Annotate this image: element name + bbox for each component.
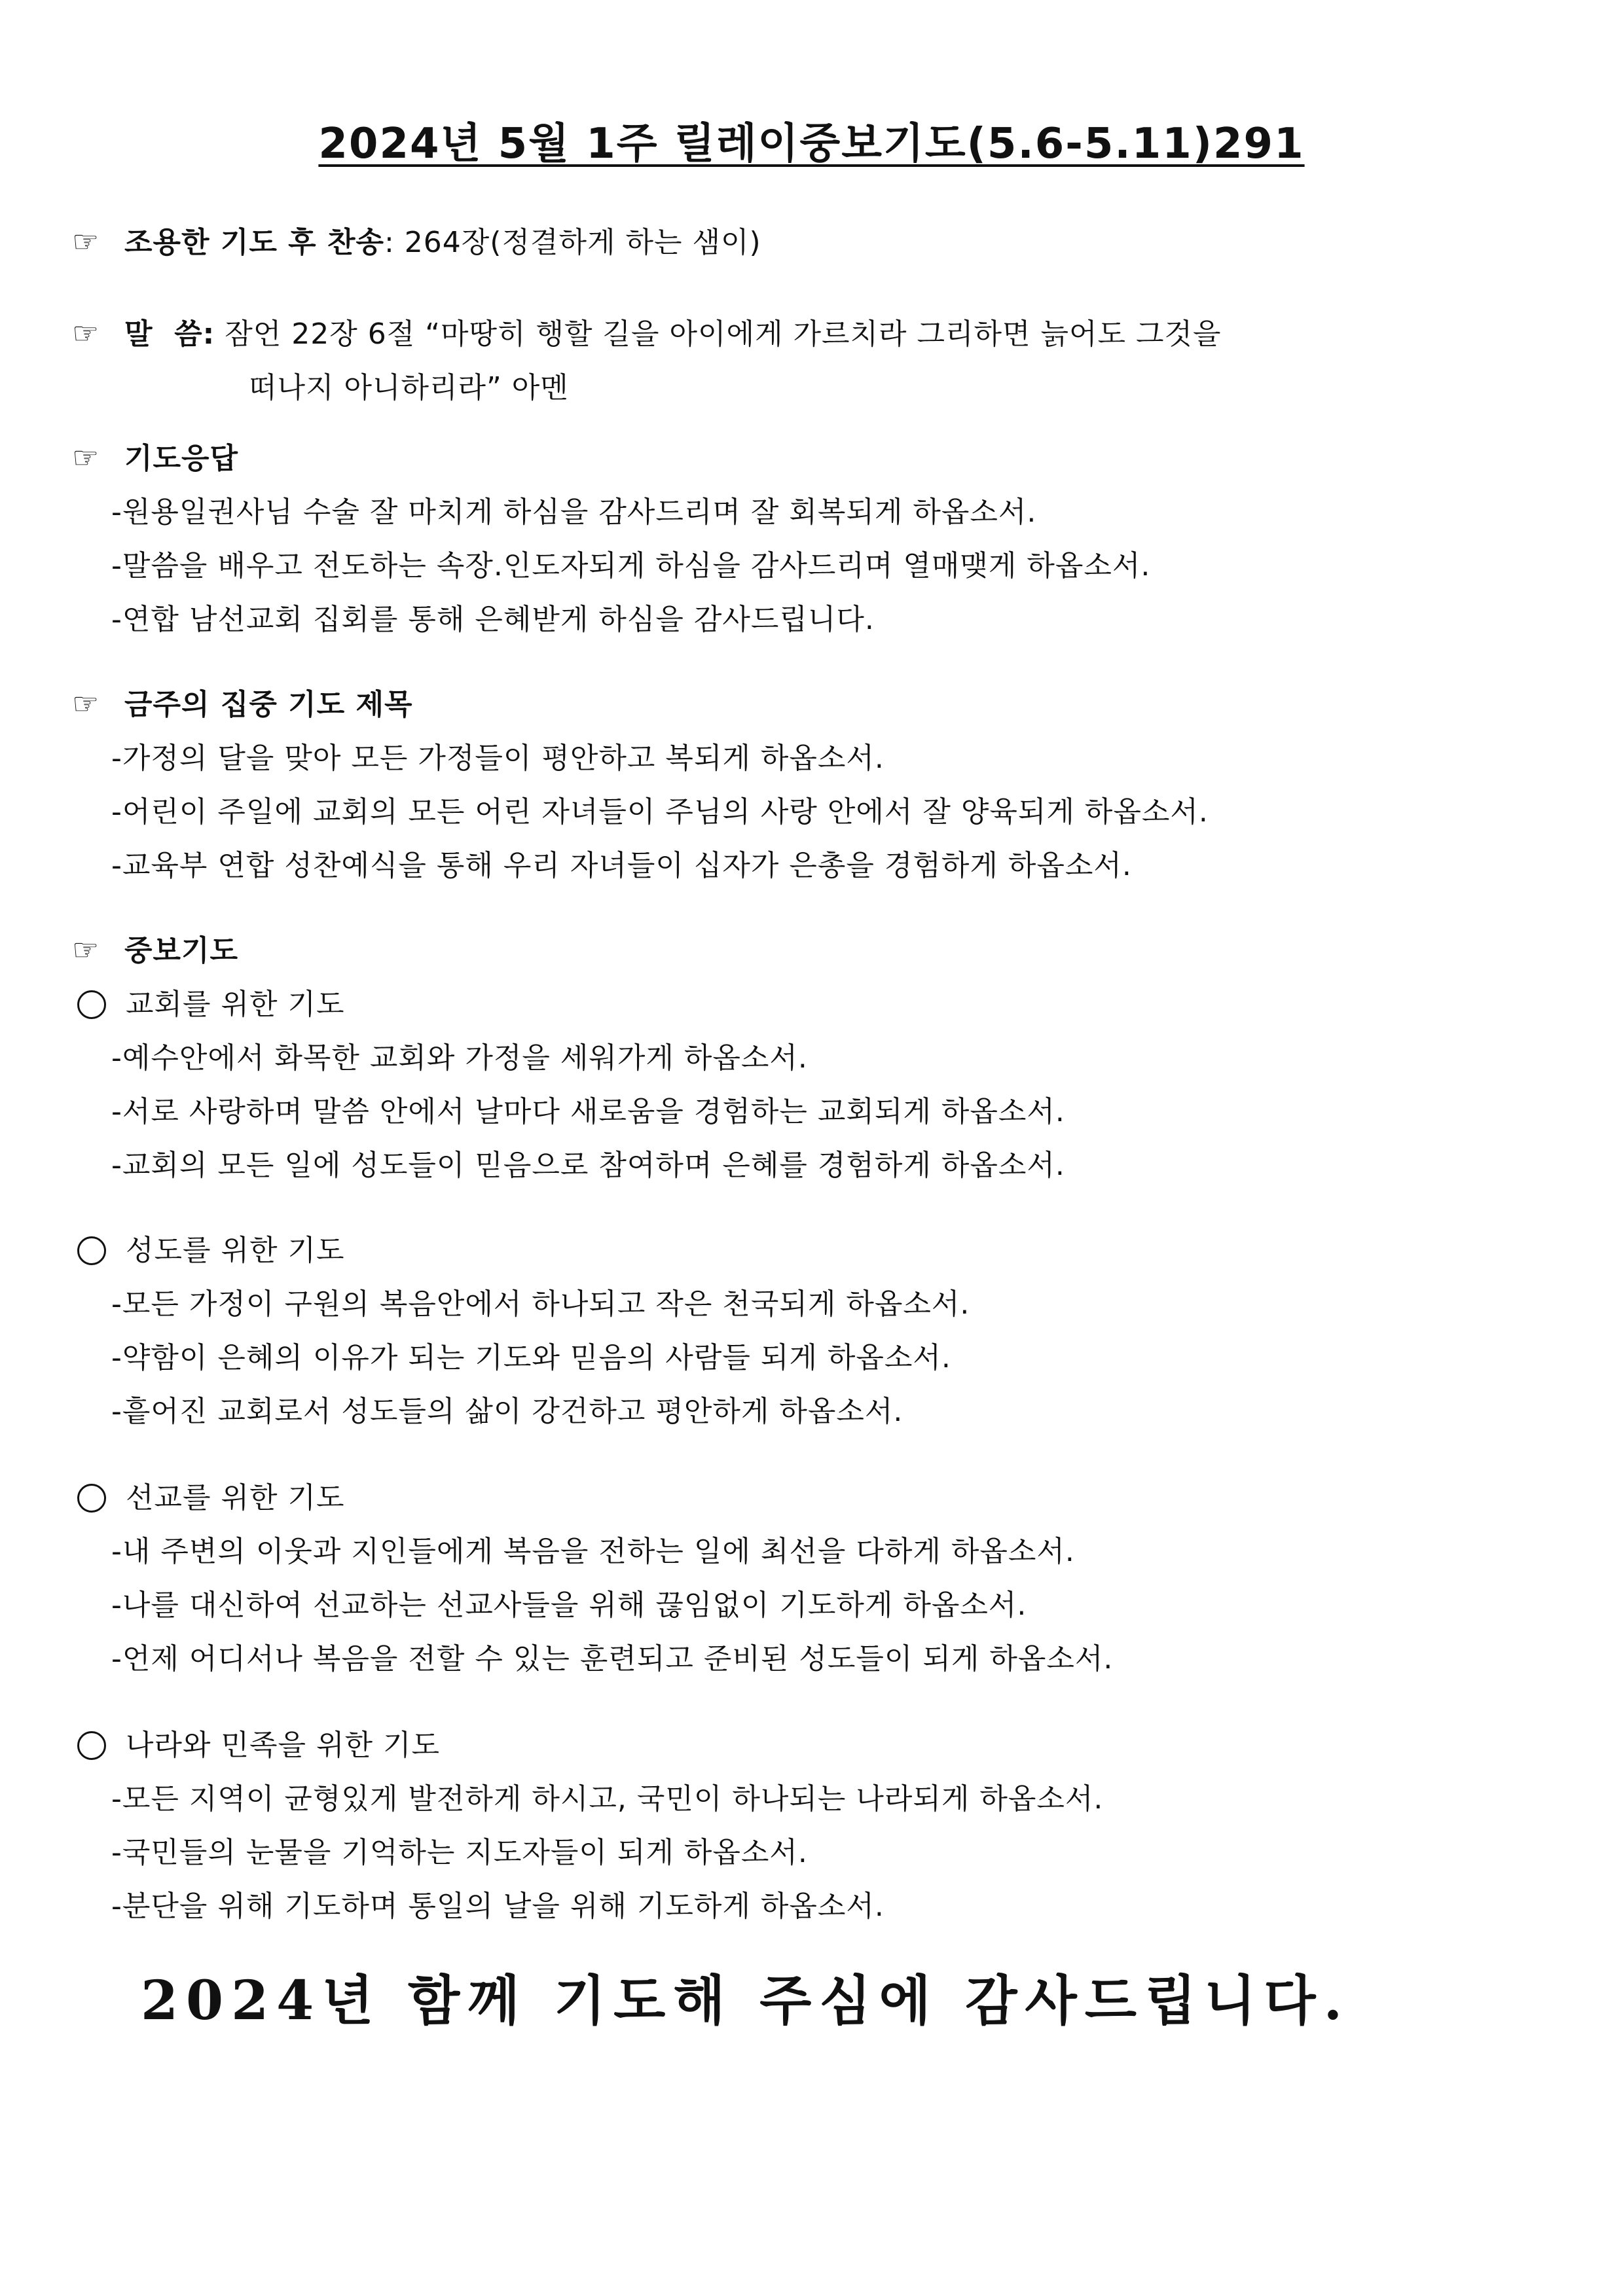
pointing-hand-icon: ☞ (72, 224, 100, 259)
list-item: -서로 사랑하며 말씀 안에서 날마다 새로움을 경험하는 교회되게 하옵소서. (111, 1095, 1065, 1128)
list-item: -예수안에서 화목한 교회와 가정을 세워가게 하옵소서. (111, 1041, 808, 1075)
word-line-1: 잠언 22장 6절 “마땅히 행할 길을 아이에게 가르치라 그리하면 늙어도 그것을 (225, 317, 1222, 351)
answered-heading: 기도응답 (124, 442, 239, 475)
list-item: -분단을 위해 기도하며 통일의 날을 위해 기도하게 하옵소서. (111, 1890, 884, 1923)
intercession-group-nation (72, 1719, 1558, 1933)
pointing-hand-icon: ☞ (72, 315, 100, 351)
pointing-hand-icon: ☞ (72, 932, 100, 967)
group-heading-saints: 성도를 위한 기도 (72, 1224, 1558, 1278)
circle-bullet-icon (77, 1236, 106, 1265)
list-item: -교회의 모든 일에 성도들이 믿음으로 참여하며 은혜를 경험하게 하옵소서. (111, 1149, 1065, 1182)
list-item: -약함이 은혜의 이유가 되는 기도와 믿음의 사람들 되게 하옵소서. (111, 1341, 951, 1374)
list-item: -교육부 연합 성찬예식을 통해 우리 자녀들이 십자가 은총을 경험하게 하옵소서. (111, 849, 1132, 882)
pointing-hand-icon: ☞ (72, 686, 100, 721)
group-heading-mission: 선교를 위한 기도 (72, 1471, 1558, 1525)
list-item: -가정의 달을 맞아 모든 가정들이 평안하고 복되게 하옵소서. (111, 742, 884, 775)
list-item: -어린이 주일에 교회의 모든 어린 자녀들이 주님의 사랑 안에서 잘 양육되게 하옵소서. (111, 795, 1209, 829)
word-section (72, 306, 1558, 415)
closing-message: 2024년 함께 기도해 주심에 감사드립니다. (141, 1969, 1351, 2032)
circle-bullet-icon (77, 1484, 106, 1513)
intercession-group-saints (72, 1224, 1558, 1439)
list-item: -연합 남선교회 집회를 통해 은혜받게 하심을 감사드립니다. (111, 603, 875, 636)
pointing-hand-icon: ☞ (72, 440, 100, 475)
group-heading-nation: 나라와 민족을 위한 기도 (72, 1719, 1558, 1772)
focus-section (72, 677, 1558, 893)
hymn-label: 조용한 기도 후 찬송 (124, 226, 384, 259)
list-item: -말씀을 배우고 전도하는 속장.인도자되게 하심을 감사드리며 열매맺게 하옵소서. (111, 549, 1151, 583)
focus-heading: 금주의 집중 기도 제목 (124, 688, 413, 721)
list-item: -모든 가정이 구원의 복음안에서 하나되고 작은 천국되게 하옵소서. (111, 1287, 970, 1321)
intercession-section (72, 923, 1558, 1193)
answered-section (72, 431, 1558, 647)
intercession-heading: 중보기도 (124, 934, 239, 967)
hymn-section (72, 215, 1558, 270)
list-item: -원용일권사님 수술 잘 마치게 하심을 감사드리며 잘 회복되게 하옵소서. (111, 495, 1037, 529)
intercession-group-mission (72, 1471, 1558, 1686)
hymn-text: : 264장(정결하게 하는 샘이) (384, 226, 761, 259)
list-item: -언제 어디서나 복음을 전할 수 있는 훈련되고 준비된 성도들이 되게 하옵소서. (111, 1642, 1114, 1676)
list-item: -흩어진 교회로서 성도들의 삶이 강건하고 평안하게 하옵소서. (111, 1395, 903, 1428)
page-title: 2024년 5월 1주 릴레이중보기도(5.6-5.11)291 (318, 120, 1305, 168)
circle-bullet-icon (77, 1731, 106, 1760)
list-item: -나를 대신하여 선교하는 선교사들을 위해 끊임없이 기도하게 하옵소서. (111, 1588, 1027, 1622)
word-label: 말 씀: (124, 317, 215, 351)
list-item: -내 주변의 이웃과 지인들에게 복음을 전하는 일에 최선을 다하게 하옵소서. (111, 1535, 1075, 1568)
group-heading-church: 교회를 위한 기도 (72, 978, 1558, 1031)
circle-bullet-icon (77, 990, 106, 1019)
list-item: -모든 지역이 균형있게 발전하게 하시고, 국민이 하나되는 나라되게 하옵소서. (111, 1782, 1104, 1816)
word-line-2: 떠나지 아니하리라” 아멘 (249, 371, 569, 404)
list-item: -국민들의 눈물을 기억하는 지도자들이 되게 하옵소서. (111, 1836, 808, 1869)
